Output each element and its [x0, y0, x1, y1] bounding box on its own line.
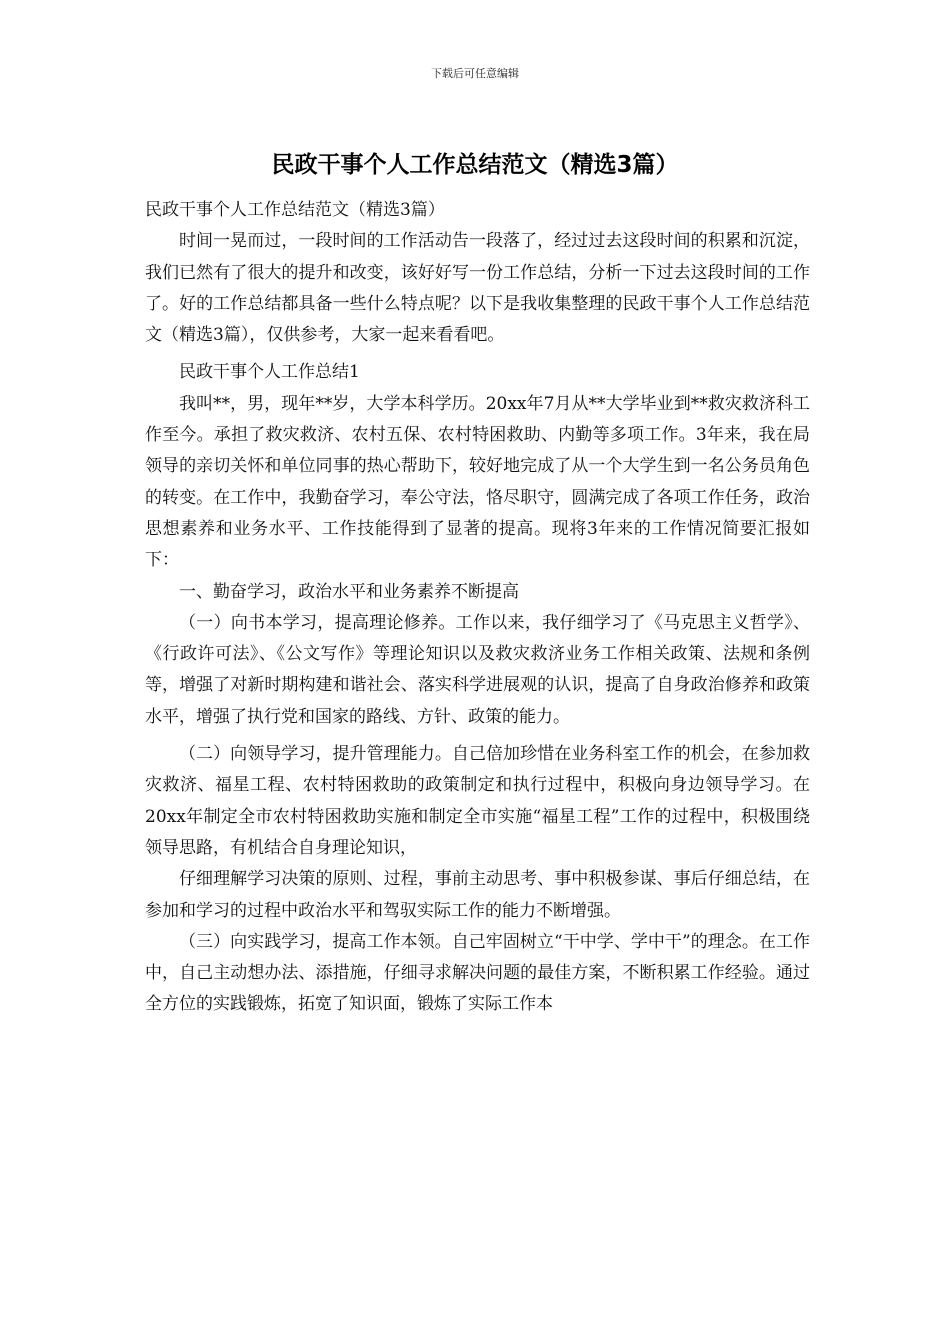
paragraph: 民政干事个人工作总结1	[179, 362, 360, 383]
paragraph: （三）向实践学习，提高工作本领。自己牢固树立“干中学、学中干”的理念。在工作中，自己主动想办法、添措施，仔细寻求解决问题的最佳方案，不断积累工作经验。通过全方位的实践锻炼，拓宽了知识面，锻炼了实际工作本	[145, 931, 810, 1015]
document-body	[145, 195, 810, 1021]
paragraph: （一）向书本学习，提高理论修养。工作以来，我仔细学习了《马克思主义哲学》、《行政许可法》、《公文写作》等理论知识以及救灾救济业务工作相关政策、法规和条例等，增强了对新时期构建和谐社会、落实科学进展观的认识，提高了自身政治修养和政策水平，增强了执行党和国家的路线、方针、政策的能力。	[145, 612, 810, 727]
paragraph: （二）向领导学习，提升管理能力。自己倍加珍惜在业务科室工作的机会，在参加救灾救济、福星工程、农村特困救助的政策制定和执行过程中，积极向身边领导学习。在20xx年制定全市农村特困救助实施和制定全市实施“福星工程”工作的过程中，积极围绕领导思路，有机结合自身理论知识，	[145, 744, 810, 858]
document-title: 民政干事个人工作总结范文（精选3篇）	[271, 152, 679, 178]
paragraph: 一、勤奋学习，政治水平和业务素养不断提高	[179, 581, 519, 602]
paragraph: 仔细理解学习决策的原则、过程，事前主动思考、事中积极参谋、事后仔细总结，在参加和学习的过程中政治水平和驾驭实际工作的能力不断增强。	[145, 869, 810, 921]
paragraph: 民政干事个人工作总结范文（精选3篇）	[145, 200, 445, 220]
header-note: 下载后可任意编辑	[431, 67, 519, 80]
paragraph: 时间一晃而过，一段时间的工作活动告一段落了，经过过去这段时间的积累和沉淀，我们已然有了很大的提升和改变，该好好写一份工作总结，分析一下过去这段时间的工作了。好的工作总结都具备一些什么特点呢？以下是我收集整理的民政干事个人工作总结范文（精选3篇），仅供参考，大家一起来看看吧。	[145, 231, 810, 346]
paragraph: 我叫**，男，现年**岁，大学本科学历。20xx年7月从**大学毕业到**救灾救济科工作至今。承担了救灾救济、农村五保、农村特困救助、内勤等多项工作。3年来，我在局领导的亲切关怀和单位同事的热心帮助下，较好地完成了从一个大学生到一名公务员角色的转变。在工作中，我勤奋学习，奉公守法，恪尽职守，圆满完成了各项工作任务，政治思想素养和业务水平、工作技能得到了显著的提高。现将3年来的工作情况简要汇报如下：	[145, 393, 810, 571]
